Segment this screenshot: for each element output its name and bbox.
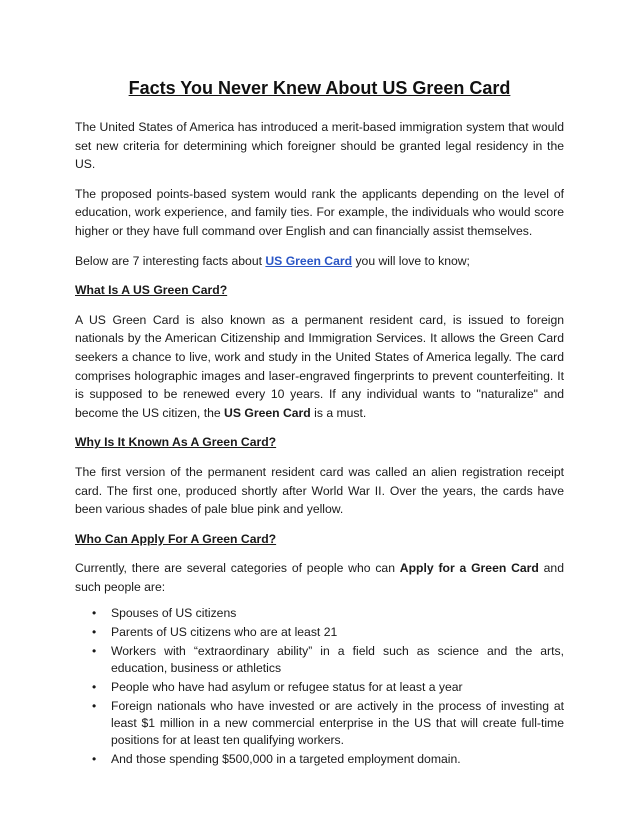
- intro-paragraph-3: [75, 252, 564, 271]
- bullet-icon: •: [92, 752, 97, 767]
- bullet-icon: •: [92, 606, 97, 621]
- document-title: Facts You Never Knew About US Green Card: [128, 78, 511, 98]
- list-item-text: People who have had asylum or refugee status for at least a year: [111, 680, 463, 695]
- section-heading-what-is: What Is A US Green Card?: [75, 283, 228, 298]
- list-item: [75, 605, 564, 622]
- list-item: [75, 698, 564, 749]
- list-item-text: Foreign nationals who have invested or are actively in the process of investing at least $1 million in a new commercial enterprise in the US that will create full-time positions for at least ten qualifying workers.: [111, 699, 564, 748]
- section-3-bold-text: Apply for a Green Card: [399, 561, 539, 576]
- bullet-icon: •: [92, 699, 97, 714]
- section-heading-who-can-apply: Who Can Apply For A Green Card?: [75, 531, 277, 546]
- section-paragraph-why-green: The first version of the permanent resident card was called an alien registration receipt card. The first one, produced shortly after World War II. Over the years, the cards have been various shades of pale blue pink and yellow.: [75, 464, 564, 517]
- bullet-icon: •: [92, 625, 97, 640]
- section-paragraph-what-is: [75, 311, 564, 423]
- bullet-icon: •: [92, 644, 97, 659]
- eligibility-list: [75, 605, 564, 768]
- section-heading-why-green: Why Is It Known As A Green Card?: [75, 435, 277, 450]
- bullet-icon: •: [92, 680, 97, 695]
- section-3-text-before: Currently, there are several categories of people who can: [75, 561, 400, 576]
- section-3-text-after: and such people are:: [75, 561, 564, 594]
- list-item-text: Workers with “extraordinary ability” in a field such as science and the arts, education, business or athletics: [111, 644, 564, 676]
- list-item-text: Spouses of US citizens: [111, 606, 237, 621]
- section-paragraph-who-can-apply: [75, 559, 564, 596]
- section-1-text-after: is a must.: [310, 405, 367, 420]
- list-item-text: And those spending $500,000 in a targeted employment domain.: [111, 752, 461, 767]
- list-item-text: Parents of US citizens who are at least 21: [111, 625, 338, 640]
- intro-paragraph-1: The United States of America has introduced a merit-based immigration system that would set new criteria for determining which foreigner should be granted legal residency in the US.: [75, 120, 564, 172]
- us-green-card-link[interactable]: US Green Card: [265, 253, 353, 268]
- list-item: [75, 679, 564, 696]
- list-item: [75, 643, 564, 677]
- intro-3-text-after: you will love to know;: [352, 253, 470, 268]
- intro-3-text-before: Below are 7 interesting facts about: [75, 253, 266, 268]
- list-item: [75, 624, 564, 641]
- intro-paragraph-2: The proposed points-based system would rank the applicants depending on the level of education, work experience, and family ties. For example, the individuals who would score higher or they have full command over English and can financially assist themselves.: [75, 186, 564, 238]
- section-1-bold-text: US Green Card: [224, 405, 311, 420]
- section-1-text-before: A US Green Card is also known as a permanent resident card, is issued to foreign nationals by the American Citizenship and Immigration Services. It allows the Green Card seekers a chance to live, work and study in the United States of America legally. The card comprises holographic images and laser-engraved fingerprints to prevent counterfeiting. It is supposed to be renewed every 10 years. If any individual wants to "naturalize" and become the US citizen, the: [75, 312, 564, 420]
- list-item: [75, 751, 564, 768]
